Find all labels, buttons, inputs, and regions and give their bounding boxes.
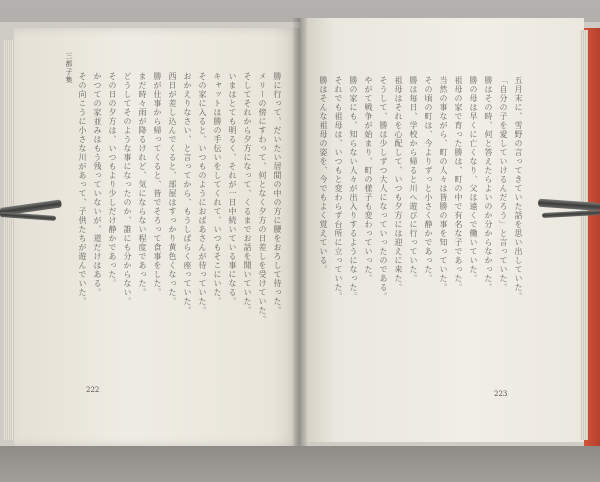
text-line: そうして、勝は少しずつ大人になっていったのである。	[379, 76, 388, 301]
text-line: その家に入ると、いつものようにおばあさんが待っていた。	[198, 72, 207, 315]
text-line: 勝はそんな祖母の姿を、今でもよく覚えている。	[319, 76, 328, 274]
text-line: いまはとても明るく、それが一日中続いている事になる。	[228, 72, 237, 306]
text-line: かつての家並みはもう残っていないが、道だけはある。	[93, 72, 102, 297]
text-line: 勝の母は早くに亡くなり、父は遠くで働いていた。	[469, 76, 478, 283]
text-line: その向こうに小さな川があって、子供たちが遊んでいた。	[78, 72, 87, 306]
text-line: 勝に行って、だいたい居間の中の方に腰をおろして待った。	[273, 72, 282, 315]
book-gutter	[293, 18, 307, 448]
text-line: 「自分の子を愛していけるんだろう」と言っていた。	[499, 76, 508, 292]
right-page-number: 223	[494, 390, 508, 398]
text-line: 西日が差し込んでくると、部屋はすっかり黄色くなった。	[168, 72, 177, 306]
text-line: 祖母の家で育った勝は、町の中で有名な子であった。	[454, 76, 463, 292]
text-line: どうしてそのような事になったのか、誰にも分からない。	[123, 72, 132, 306]
left-page-text	[70, 72, 285, 387]
text-line: おかえりなさい、と言ってから、もうしばらく座っていた。	[183, 72, 192, 315]
text-line: 祖母はそれを心配して、いつも夕方には迎えに来た。	[394, 76, 403, 292]
text-line: そしてそれから夕方になって、くるまでお話を聞いていた。	[243, 72, 252, 315]
text-line: 勝が仕事から帰ってくると、皆でそろって食事をした。	[153, 72, 162, 297]
text-line: 当然の事ながら、町の人々は皆勝の事を知っていた。	[439, 76, 448, 292]
text-line: まだ時々雨が降るけれど、気にならない程度であった。	[138, 72, 147, 297]
text-line: 勝は毎日、学校から帰ると川へ遊びに行っていた。	[409, 76, 418, 283]
text-line: キャットは勝の手伝いをしてくれて、いつもそこにいた。	[213, 72, 222, 306]
text-line: 勝はその時、何と答えたらよいのか分からなかった。	[484, 76, 493, 292]
text-line: その日の夕方は、いつもより少しだけ静かであった。	[108, 72, 117, 288]
text-line: 五月末に、雪野の言ってきていた話を思い出していた。	[514, 76, 523, 301]
text-line: やがて戦争が始まり、町の様子も変わっていった。	[364, 76, 373, 283]
table-surface	[0, 446, 600, 482]
running-head: 三都子集	[65, 52, 73, 84]
text-line: メリーの傍にすわって、何となく夕方の日差しを受けていた。	[258, 72, 267, 324]
text-line: それでも祖母は、いつもと変わらず台所に立っていた。	[334, 76, 343, 301]
text-line: 勝の家にも、知らない人々が出入りするようになった。	[349, 76, 358, 301]
text-line: その頃の町は、今よりずっと小さく静かであった。	[424, 76, 433, 283]
right-page-stack	[580, 30, 588, 440]
left-page-number: 222	[86, 386, 100, 394]
right-page-text	[316, 76, 526, 386]
